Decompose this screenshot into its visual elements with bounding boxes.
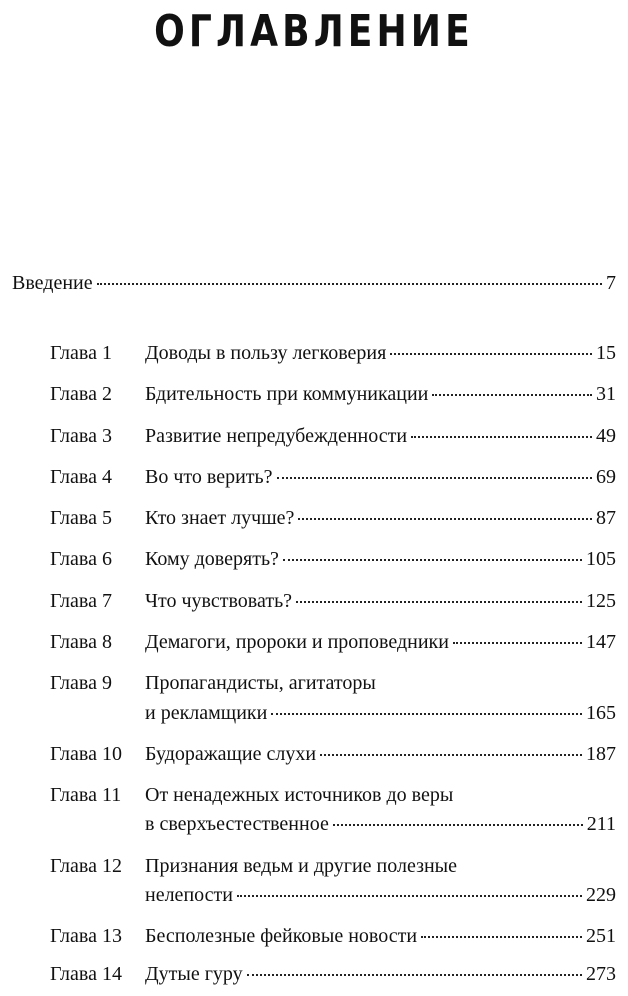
page-number: 165	[586, 702, 616, 724]
toc-entry-chapter-1[interactable]	[145, 339, 616, 367]
chapter-label: Глава 2	[50, 383, 112, 405]
page-number: 251	[586, 925, 616, 947]
toc-entry-chapter-10[interactable]	[145, 740, 616, 768]
entry-title: Демагоги, пророки и проповедники	[145, 631, 449, 653]
page-number: 187	[586, 743, 616, 765]
page-number: 7	[606, 272, 616, 294]
dot-leader	[283, 559, 582, 561]
entry-title-line-1: Признания ведьм и другие полезные	[145, 855, 457, 877]
page-number: 15	[596, 342, 616, 364]
toc-entry-chapter-8[interactable]	[145, 628, 616, 656]
dot-leader	[432, 394, 592, 396]
toc-entry-chapter-9[interactable]	[145, 699, 616, 727]
chapter-label: Глава 1	[50, 342, 112, 364]
toc-entry-chapter-6[interactable]	[145, 545, 616, 573]
dot-leader	[97, 283, 602, 285]
entry-title: Во что верить?	[145, 466, 273, 488]
chapter-label: Глава 13	[50, 925, 122, 947]
entry-title: Кому доверять?	[145, 548, 279, 570]
chapter-label: Глава 11	[50, 784, 122, 806]
page-number: 105	[586, 548, 616, 570]
page-number: 87	[596, 507, 616, 529]
entry-title-line-2: и рекламщики	[145, 702, 268, 724]
dot-leader	[277, 477, 592, 479]
dot-leader	[247, 974, 582, 976]
chapter-label: Глава 3	[50, 425, 112, 447]
dot-leader	[320, 754, 582, 756]
chapter-label: Глава 9	[50, 672, 112, 694]
chapter-label: Глава 14	[50, 963, 122, 985]
chapter-label: Глава 8	[50, 631, 112, 653]
entry-title: Что чувствовать?	[145, 590, 293, 612]
chapter-label: Глава 6	[50, 548, 112, 570]
entry-title: Бесполезные фейковые новости	[145, 925, 418, 947]
chapter-label: Глава 12	[50, 855, 122, 877]
dot-leader	[298, 518, 592, 520]
toc-entry-chapter-11[interactable]	[145, 810, 616, 838]
toc-entry-chapter-3[interactable]	[145, 422, 616, 450]
dot-leader	[237, 895, 582, 897]
entry-title-line-2: нелепости	[145, 884, 233, 906]
page-number: 125	[586, 590, 616, 612]
page-number: 147	[586, 631, 616, 653]
toc-entry-chapter-12[interactable]	[145, 881, 616, 909]
chapter-label: Глава 7	[50, 590, 112, 612]
toc-entry-chapter-5[interactable]	[145, 504, 616, 532]
entry-title: Дутые гуру	[145, 963, 243, 985]
dot-leader	[453, 642, 582, 644]
page-title: ОГЛАВЛЕНИЕ	[154, 6, 474, 57]
entry-title-line-1: Пропагандисты, агитаторы	[145, 672, 376, 694]
page-number: 49	[596, 425, 616, 447]
entry-title-line-1: От ненадежных источников до веры	[145, 784, 454, 806]
entry-title: Бдительность при коммуникации	[145, 383, 429, 405]
entry-title: Кто знает лучше?	[145, 507, 295, 529]
chapter-label: Глава 10	[50, 743, 122, 765]
toc-entry-chapter-7[interactable]	[145, 587, 616, 615]
dot-leader	[390, 353, 592, 355]
chapter-label: Глава 4	[50, 466, 112, 488]
page-number: 69	[596, 466, 616, 488]
toc-entry-chapter-14[interactable]	[145, 960, 616, 988]
toc-entry-chapter-4[interactable]	[145, 463, 616, 491]
entry-title: Будоражащие слухи	[145, 743, 317, 765]
dot-leader	[421, 936, 582, 938]
page-number: 273	[586, 963, 616, 985]
entry-title: Введение	[12, 272, 93, 294]
dot-leader	[271, 713, 582, 715]
toc-entry-chapter-13[interactable]	[145, 922, 616, 950]
entry-title-line-2: в сверхъестественное	[145, 813, 329, 835]
toc-entry-chapter-2[interactable]	[145, 380, 616, 408]
entry-title: Доводы в пользу легковерия	[145, 342, 387, 364]
page-number: 31	[596, 383, 616, 405]
page-number: 229	[586, 884, 616, 906]
dot-leader	[296, 601, 582, 603]
dot-leader	[411, 436, 592, 438]
chapter-label: Глава 5	[50, 507, 112, 529]
entry-title: Развитие непредубежденности	[145, 425, 408, 447]
dot-leader	[333, 824, 583, 826]
toc-entry-intro[interactable]	[12, 269, 616, 297]
page-number: 211	[586, 813, 616, 835]
